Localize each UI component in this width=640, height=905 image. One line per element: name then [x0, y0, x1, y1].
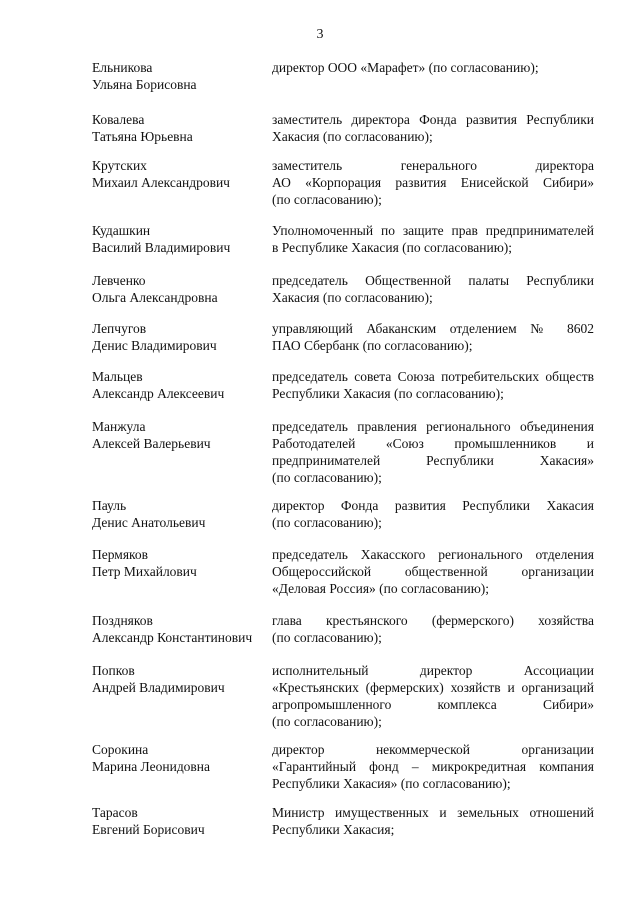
- member-name: [92, 497, 267, 531]
- position-line: (по согласованию);: [272, 630, 382, 645]
- position-line: «Гарантийный фонд – микрокредитная компания: [272, 759, 594, 774]
- member-given-names: Евгений Борисович: [92, 822, 205, 837]
- position-line: «Крестьянских (фермерских) хозяйств и организаций: [272, 680, 594, 695]
- position-line: директор ООО «Марафет» (по согласованию);: [272, 60, 539, 75]
- position-line: председатель правления регионального объединения: [272, 419, 594, 434]
- member-position: [272, 662, 594, 730]
- member-name: [92, 662, 267, 696]
- position-line: Общероссийской общественной организации: [272, 564, 594, 579]
- member-given-names: Ульяна Борисовна: [92, 77, 197, 92]
- member-given-names: Денис Владимирович: [92, 338, 217, 353]
- member-given-names: Денис Анатольевич: [92, 515, 206, 530]
- member-given-names: Ольга Александровна: [92, 290, 218, 305]
- position-line: управляющий Абаканским отделением № 8602: [272, 321, 594, 336]
- position-line: Республики Хакасия» (по согласованию);: [272, 776, 511, 791]
- member-name: [92, 157, 267, 191]
- member-given-names: Петр Михайлович: [92, 564, 197, 579]
- position-line: агропромышленного комплекса Сибири»: [272, 697, 594, 712]
- member-name: [92, 741, 267, 775]
- member-given-names: Михаил Александрович: [92, 175, 230, 190]
- position-line: председатель Хакасского регионального отделения: [272, 547, 594, 562]
- member-name: [92, 272, 267, 306]
- position-line: ПАО Сбербанк (по согласованию);: [272, 338, 473, 353]
- member-position: [272, 418, 594, 486]
- member-given-names: Алексей Валерьевич: [92, 436, 211, 451]
- position-line: в Республике Хакасия (по согласованию);: [272, 240, 513, 255]
- member-given-names: Александр Алексеевич: [92, 386, 225, 401]
- member-surname: Сорокина: [92, 742, 149, 757]
- member-position: [272, 741, 594, 792]
- member-name: [92, 111, 267, 145]
- member-position: [272, 497, 594, 531]
- member-position: [272, 612, 594, 646]
- member-position: [272, 222, 594, 256]
- position-line: (по согласованию);: [272, 192, 382, 207]
- member-position: [272, 272, 594, 306]
- member-position: [272, 546, 594, 597]
- position-line: глава крестьянского (фермерского) хозяйства: [272, 613, 594, 628]
- position-line: председатель Общественной палаты Республики: [272, 273, 594, 288]
- member-surname: Ельникова: [92, 60, 153, 75]
- member-given-names: Александр Константинович: [92, 630, 253, 645]
- member-position: [272, 320, 594, 354]
- member-surname: Манжула: [92, 419, 146, 434]
- position-line: (по согласованию);: [272, 714, 382, 729]
- member-surname: Лепчугов: [92, 321, 147, 336]
- member-given-names: Татьяна Юрьевна: [92, 129, 193, 144]
- position-line: Хакасия (по согласованию);: [272, 129, 433, 144]
- member-name: [92, 368, 267, 402]
- member-name: [92, 546, 267, 580]
- member-name: [92, 418, 267, 452]
- member-position: [272, 111, 594, 145]
- member-surname: Мальцев: [92, 369, 143, 384]
- member-surname: Тарасов: [92, 805, 138, 820]
- member-given-names: Василий Владимирович: [92, 240, 231, 255]
- position-line: «Деловая Россия» (по согласованию);: [272, 581, 490, 596]
- position-line: исполнительный директор Ассоциации: [272, 663, 594, 678]
- position-line: (по согласованию);: [272, 470, 382, 485]
- position-line: директор Фонда развития Республики Хакасия: [272, 498, 594, 513]
- member-name: [92, 59, 267, 93]
- member-position: [272, 157, 594, 208]
- member-given-names: Марина Леонидовна: [92, 759, 211, 774]
- member-position: [272, 368, 594, 402]
- position-line: Республики Хакасия;: [272, 822, 395, 837]
- member-position: [272, 804, 594, 838]
- position-line: Министр имущественных и земельных отношений: [272, 805, 594, 820]
- page-number: 3: [316, 27, 324, 42]
- member-name: [92, 804, 267, 838]
- position-line: Республики Хакасия (по согласованию);: [272, 386, 504, 401]
- position-line: (по согласованию);: [272, 515, 382, 530]
- position-line: председатель совета Союза потребительских обществ: [272, 369, 594, 384]
- position-line: заместитель директора Фонда развития Республики: [272, 112, 594, 127]
- position-line: заместитель генерального директора: [272, 158, 594, 173]
- member-name: [92, 320, 267, 354]
- position-line: Работодателей «Союз промышленников и: [272, 436, 594, 451]
- member-surname: Ковалева: [92, 112, 145, 127]
- member-given-names: Андрей Владимирович: [92, 680, 225, 695]
- member-surname: Крутских: [92, 158, 147, 173]
- member-surname: Левченко: [92, 273, 146, 288]
- position-line: Уполномоченный по защите прав предпринимателей: [272, 223, 594, 238]
- position-line: директор некоммерческой организации: [272, 742, 594, 757]
- member-name: [92, 612, 267, 646]
- member-surname: Пауль: [92, 498, 127, 513]
- member-surname: Кудашкин: [92, 223, 151, 238]
- position-line: Хакасия (по согласованию);: [272, 290, 433, 305]
- position-line: предпринимателей Республики Хакасия»: [272, 453, 594, 468]
- member-surname: Попков: [92, 663, 135, 678]
- member-surname: Пермяков: [92, 547, 149, 562]
- member-name: [92, 222, 267, 256]
- position-line: АО «Корпорация развития Енисейской Сибири»: [272, 175, 594, 190]
- member-surname: Поздняков: [92, 613, 153, 628]
- member-position: [272, 59, 594, 76]
